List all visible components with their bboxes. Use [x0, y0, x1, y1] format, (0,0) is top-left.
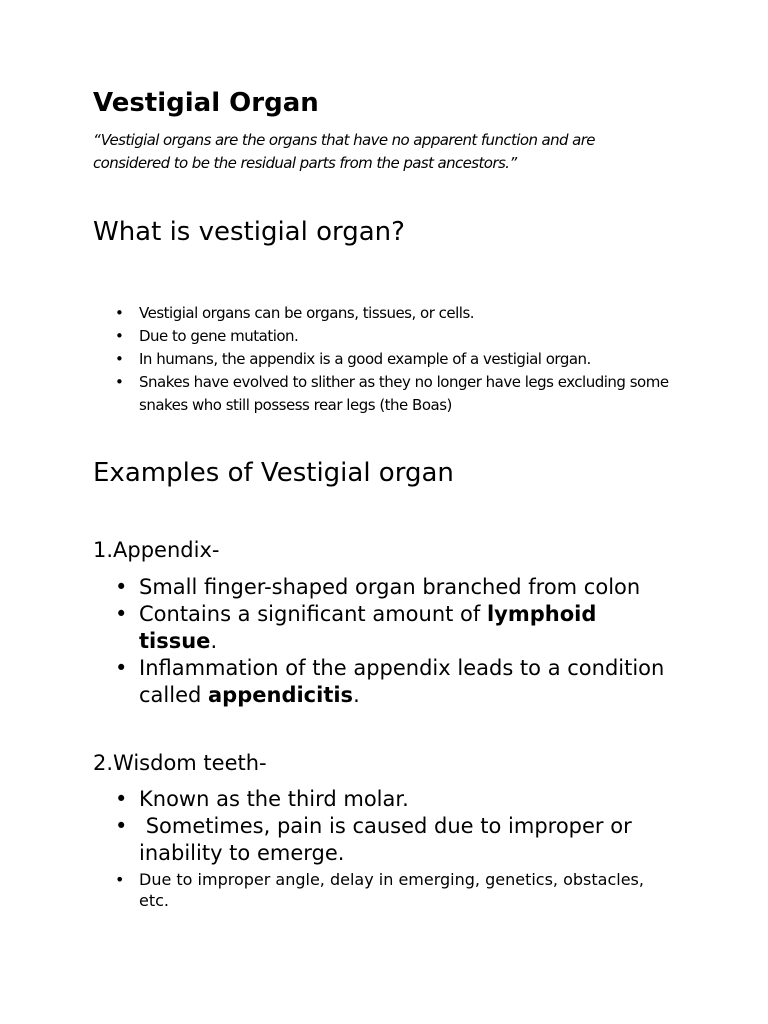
list-item	[93, 348, 673, 371]
bold-term-appendicitis: appendicitis	[208, 683, 354, 707]
list-item-text: Vestigial organs can be organs, tissues, or cells.	[139, 304, 475, 322]
list-item-text: Known as the third molar.	[139, 787, 409, 811]
document-title: Vestigial Organ	[93, 88, 319, 118]
list-item	[93, 302, 673, 325]
subheading-appendix: 1.Appendix-	[93, 538, 220, 562]
list-item-text: Due to improper angle, delay in emerging, genetics, obstacles, etc.	[139, 870, 644, 910]
list-item-text: Small finger-shaped organ branched from colon	[139, 575, 641, 599]
list-item-text-prefix: Inflammation of the appendix leads to a condition called	[139, 656, 665, 707]
definition-quote: “Vestigial organs are the organs that have no apparent function and are considered to be the residual parts from the past ancestors.”	[93, 131, 595, 172]
list-item-text-suffix: .	[210, 629, 218, 653]
bullet-icon: •	[115, 350, 124, 368]
bullet-icon: •	[115, 304, 124, 322]
bullet-icon: •	[115, 814, 128, 838]
wisdom-teeth-bullet-list	[93, 786, 673, 911]
what-is-bullet-list	[93, 302, 673, 417]
bullet-icon: •	[115, 870, 125, 889]
list-item	[93, 601, 673, 655]
bullet-icon: •	[115, 656, 128, 680]
appendix-bullet-list	[93, 574, 673, 709]
bold-term-lymphoid-tissue: lymphoid tissue	[139, 602, 597, 653]
list-item	[93, 325, 673, 348]
list-item	[93, 655, 673, 709]
subheading-wisdom-teeth: 2.Wisdom teeth-	[93, 751, 267, 775]
list-item	[93, 869, 673, 911]
section-heading-what-is: What is vestigial organ?	[93, 217, 405, 247]
list-item-text: Snakes have evolved to slither as they no longer have legs excluding some snakes who still possess rear legs (the Boas)	[139, 373, 669, 414]
list-item	[93, 786, 673, 813]
list-item	[93, 371, 673, 417]
list-item	[93, 813, 673, 867]
bullet-icon: •	[115, 373, 124, 391]
list-item-text: Due to gene mutation.	[139, 327, 299, 345]
list-item	[93, 574, 673, 601]
list-item-text: Sometimes, pain is caused due to improper or inability to emerge.	[139, 814, 639, 865]
bullet-icon: •	[115, 327, 124, 345]
list-item-text-suffix: .	[353, 683, 360, 707]
list-item-text: In humans, the appendix is a good example of a vestigial organ.	[139, 350, 591, 368]
list-item-text-prefix: Contains a significant amount of	[139, 602, 487, 626]
bullet-icon: •	[115, 602, 128, 626]
section-heading-examples: Examples of Vestigial organ	[93, 458, 454, 488]
bullet-icon: •	[115, 787, 128, 811]
bullet-icon: •	[115, 575, 128, 599]
